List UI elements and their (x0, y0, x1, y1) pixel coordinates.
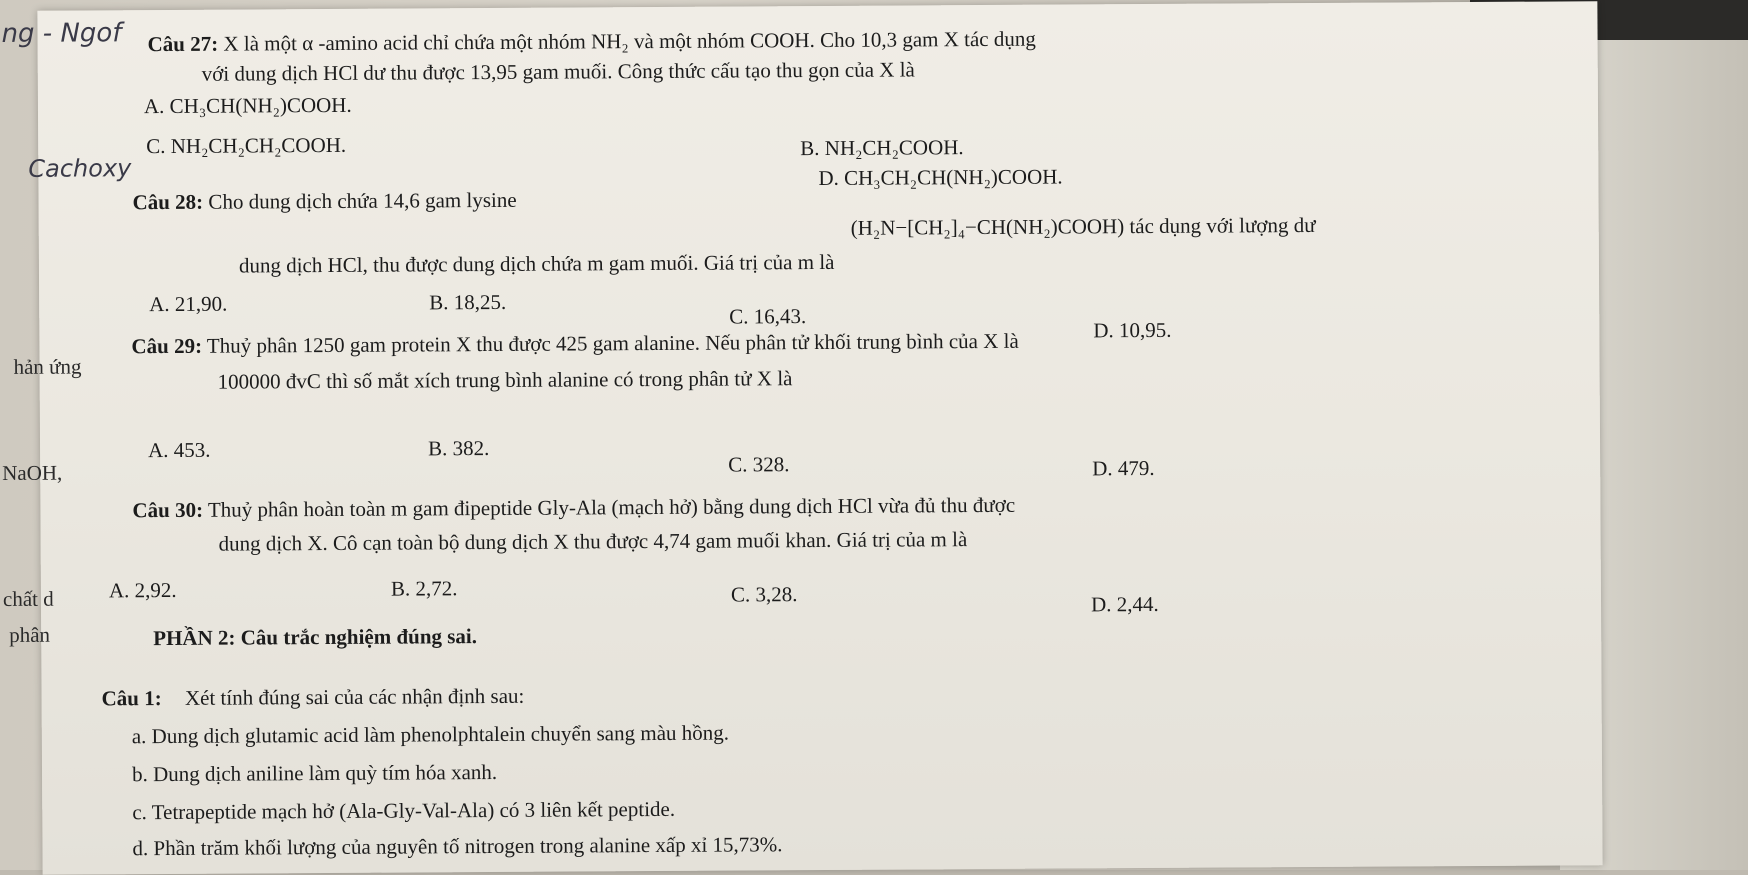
q27-option-b: B. NH₂CH₂COOH. (800, 135, 964, 161)
q28-option-a: A. 21,90. (149, 291, 228, 317)
margin-text-1: hản ứng (13, 354, 82, 379)
q28-stem-line2: dung dịch HCl, thu được dung dịch chứa m gam muối. Giá trị của m là (238, 249, 835, 278)
q1-statement-d: d. Phần trăm khối lượng của nguyên tố nitrogen trong alanine xấp xỉ 15,73%. (132, 832, 783, 861)
q28-option-b: B. 18,25. (429, 289, 507, 315)
q30-option-a: A. 2,92. (108, 577, 177, 603)
q28-label: Câu 28: (132, 189, 204, 215)
q1-statement-b: b. Dung dịch aniline làm quỳ tím hóa xanh. (131, 759, 498, 787)
handwriting-side: Cachoxy (28, 154, 132, 183)
q28-option-d: D. 10,95. (1093, 317, 1172, 343)
q28-option-c: C. 16,43. (729, 304, 807, 329)
q27-label: Câu 27: (147, 31, 219, 57)
q1-label: Câu 1: (101, 686, 162, 711)
q27-stem-line1: Câu 27: X là một α -amino acid chỉ chứa một nhóm NH₂ và một nhóm COOH. Cho 10,3 gam X tác dụng (147, 26, 1036, 57)
q1-statement-a: a. Dung dịch glutamic acid làm phenolphtalein chuyển sang màu hồng. (131, 720, 730, 749)
part2-title: PHẦN 2: Câu trắc nghiệm đúng sai. (153, 624, 478, 651)
margin-text-2: NaOH, (2, 460, 63, 485)
q30-option-c: C. 3,28. (730, 582, 798, 607)
q1-statement-c: c. Tetrapeptide mạch hở (Ala-Gly-Val-Ala) có 3 liên kết peptide. (132, 796, 676, 825)
q28-stem-line1: Câu 28: Cho dung dịch chứa 14,6 gam lysine (132, 187, 517, 215)
q29-option-a: A. 453. (147, 437, 211, 463)
q29-option-c: C. 328. (728, 452, 790, 477)
margin-text-4: phân (9, 622, 51, 647)
q27-option-c: C. NH₂CH₂CH₂COOH. (146, 132, 347, 159)
q30-option-d: D. 2,44. (1090, 591, 1159, 617)
q30-label: Câu 30: (132, 497, 204, 523)
margin-text-3: chất d (2, 586, 54, 611)
q1-stem: Câu 1: Xét tính đúng sai của các nhận định sau: (101, 683, 525, 711)
q27-stem-line2: với dung dịch HCl dư thu được 13,95 gam muối. Công thức cấu tạo thu gọn của X là (201, 57, 915, 86)
q29-option-d: D. 479. (1092, 455, 1155, 481)
q29-label: Câu 29: (131, 333, 203, 359)
q27-option-d: D. CH₃CH₂CH(NH₂)COOH. (818, 164, 1063, 191)
q27-option-a: A. CH₃CH(NH₂)COOH. (143, 92, 352, 119)
q28-formula: (H₂N−[CH₂]₄−CH(NH₂)COOH) tác dụng với lượng dư (850, 212, 1316, 240)
q29-stem-line1: Câu 29: Thuỷ phân 1250 gam protein X thu được 425 gam alanine. Nếu phân tử khối trung bình của X là (131, 328, 1019, 359)
worksheet-page (1, 1, 1602, 875)
q30-stem-line2: dung dịch X. Cô cạn toàn bộ dung dịch X thu được 4,74 gam muối khan. Giá trị của m là (218, 527, 968, 556)
handwriting-top: ng - Ngof (1, 18, 122, 49)
q29-option-b: B. 382. (427, 436, 490, 461)
q30-option-b: B. 2,72. (390, 576, 458, 601)
q29-stem-line2: 100000 đvC thì số mắt xích trung bình alanine có trong phân tử X là (217, 366, 793, 394)
q30-stem-line1: Câu 30: Thuỷ phân hoàn toàn m gam đipeptide Gly-Ala (mạch hở) bằng dung dịch HCl vừa đủ thu được (132, 492, 1016, 523)
